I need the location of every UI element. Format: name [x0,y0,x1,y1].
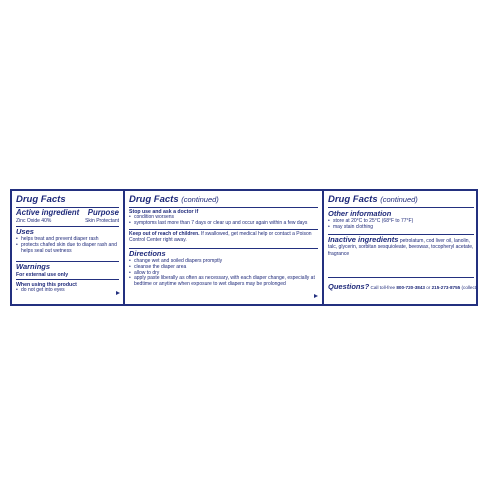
header-rule [129,207,318,208]
uses-title: Uses [16,227,34,236]
inactive-ingredients-text: petrolatum, cod liver oil, lanolin, talc, glycerin, sorbitan sesquioleate, beeswax, tocopheryl acetate, fragrance [328,238,474,257]
keep-out-of-reach [129,232,318,244]
questions-or: or [426,285,431,290]
phone-number-1[interactable]: 800-720-3843 [396,285,425,290]
panel-header-title: Drug Facts [129,194,179,205]
other-information-list [328,219,474,231]
list-item: • symptoms last more than 7 days or clear up and occur again within a few days [129,221,318,227]
list-item: • protects chafed skin due to diaper rash and helps seal out wetness [16,243,119,255]
panel-header: Drug Facts [16,194,66,205]
list-item: • condition worsens [129,215,318,221]
when-using-heading: When using this product [16,282,77,288]
active-ingredient-label: Active ingredient [16,208,80,217]
questions-collect: (collect) [461,285,478,290]
drug-facts-panel-2 [125,191,324,304]
section-rule [129,229,318,230]
list-item: • helps treat and prevent diaper rash [16,237,119,243]
keep-out-text: If swallowed, get medical help or contact a Poison Control Center right away. [129,231,312,243]
active-ingredient-heading [16,209,119,217]
questions-row [328,282,478,292]
other-information-title: Other information [328,209,392,218]
list-item: • cleanse the diaper area [129,265,318,271]
list-item: • store at 20°C to 25°C (68°F to 77°F) [328,219,474,225]
drug-facts-label [10,189,478,306]
phone-number-2[interactable]: 215-273-8755 [431,285,461,290]
drug-facts-panel-3 [324,191,478,304]
keep-out-bold: Keep out of reach of children. [129,231,200,237]
inactive-ingredients-title: Inactive ingredients [328,235,399,244]
panel-header [129,194,318,205]
ingredient-name: Zinc Oxide 40% [16,218,52,224]
uses-list [16,237,119,254]
warnings-title: Warnings [16,262,51,271]
questions-title: Questions? [328,282,370,291]
section-rule [16,279,119,280]
panel-header [328,194,474,205]
drug-facts-panel-1 [12,191,125,304]
panel-header-title: Drug Facts [328,194,378,205]
continued-arrow-icon [116,291,120,295]
directions-list [129,259,318,288]
panel-header-continued: (continued) [181,195,219,204]
stop-use-heading: Stop use and ask a doctor if [129,209,199,215]
list-item: • change wet and soiled diapers promptly [129,259,318,265]
list-item: • do not get into eyes [16,288,119,294]
stop-use-list [129,215,318,227]
header-rule [328,207,474,208]
panel-header-continued: (continued) [380,195,418,204]
external-use-note: For external use only [16,272,69,278]
list-item: • apply paste liberally as often as necessary, with each diaper change, especially at bedtime or anytime when exposure to wet diapers may be prolonged [129,276,318,288]
when-using-list [16,288,119,294]
list-item: • may stain clothing [328,225,474,231]
list-item: • allow to dry [129,271,318,277]
ingredient-row [16,219,119,225]
directions-title: Directions [129,249,166,258]
purpose-label: Purpose [87,208,119,217]
inactive-ingredients [328,237,474,257]
continued-arrow-icon [314,294,318,298]
section-rule [328,277,474,278]
questions-prefix: Call toll-free [370,285,396,290]
ingredient-purpose: Skin Protectant [85,218,119,224]
